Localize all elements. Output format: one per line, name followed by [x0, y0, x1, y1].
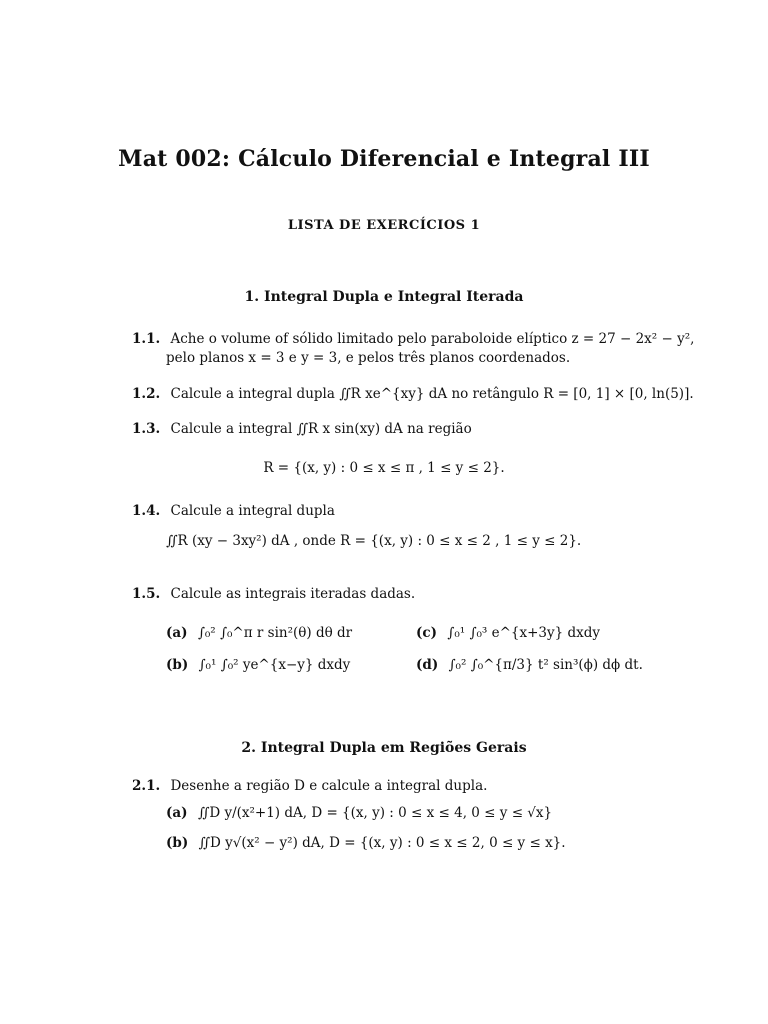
- exercise-text: Calcule a integral ∬R x sin(xy) dA na região: [170, 421, 472, 437]
- item-formula: ∬D y√(x² − y²) dA, D = {(x, y) : 0 ≤ x ≤ 2, 0 ≤ y ≤ x}.: [198, 835, 566, 851]
- item-formula: ∫₀² ∫₀^{π/3} t² sin³(ϕ) dϕ dt.: [448, 657, 643, 673]
- exercise-2-1-b: [166, 835, 566, 851]
- exercise-text: Calcule as integrais iteradas dadas.: [170, 586, 416, 602]
- section-2-heading: 2. Integral Dupla em Regiões Gerais: [241, 740, 527, 756]
- item-label: (b): [166, 657, 189, 673]
- exercise-1-5-d: [416, 657, 643, 673]
- exercise-number: 1.4.: [132, 503, 161, 519]
- item-label: (b): [166, 835, 189, 851]
- item-formula: ∬D y/(x²+1) dA, D = {(x, y) : 0 ≤ x ≤ 4, 0 ≤ y ≤ √x}: [197, 805, 553, 821]
- item-label: (d): [416, 657, 439, 673]
- document-title: Mat 002: Cálculo Diferencial e Integral III: [118, 146, 650, 172]
- exercise-text: Calcule a integral dupla: [170, 503, 335, 519]
- item-label: (a): [166, 805, 188, 821]
- exercise-number: 1.5.: [132, 586, 161, 602]
- exercise-1-1-line2: pelo planos x = 3 e y = 3, e pelos três planos coordenados.: [166, 350, 571, 366]
- exercise-number: 1.1.: [132, 331, 161, 347]
- exercise-number: 1.3.: [132, 421, 161, 437]
- item-formula: ∫₀¹ ∫₀² ye^{x−y} dxdy: [198, 657, 351, 673]
- item-formula: ∫₀² ∫₀^π r sin²(θ) dθ dr: [197, 625, 353, 641]
- exercise-2-1-a: [166, 805, 552, 821]
- exercise-1-2: [132, 385, 694, 404]
- exercise-1-5: [132, 585, 415, 604]
- exercise-1-1: [132, 330, 694, 349]
- exercise-1-4: [132, 502, 335, 521]
- item-label: (a): [166, 625, 188, 641]
- document-subtitle: LISTA DE EXERCÍCIOS 1: [287, 218, 481, 233]
- exercise-1-5-c: [416, 625, 600, 641]
- section-1-heading: 1. Integral Dupla e Integral Iterada: [244, 289, 524, 305]
- exercise-number: 1.2.: [132, 386, 161, 402]
- exercise-text: Desenhe a região D e calcule a integral dupla.: [170, 778, 488, 794]
- exercise-1-3: [132, 420, 472, 439]
- exercise-1-5-b: [166, 657, 350, 673]
- exercise-number: 2.1.: [132, 778, 161, 794]
- item-label: (c): [416, 625, 437, 641]
- exercise-text: Calcule a integral dupla ∬R xe^{xy} dA no retângulo R = [0, 1] × [0, ln(5)].: [170, 386, 694, 402]
- item-formula: ∫₀¹ ∫₀³ e^{x+3y} dxdy: [447, 625, 601, 641]
- exercise-2-1: [132, 777, 487, 796]
- exercise-text: Ache o volume of sólido limitado pelo paraboloide elíptico z = 27 − 2x² − y²,: [170, 331, 695, 347]
- exercise-1-5-a: [166, 625, 352, 641]
- exercise-1-4-formula: ∬R (xy − 3xy²) dA , onde R = {(x, y) : 0 ≤ x ≤ 2 , 1 ≤ y ≤ 2}.: [166, 533, 582, 549]
- exercise-1-3-region: R = {(x, y) : 0 ≤ x ≤ π , 1 ≤ y ≤ 2}.: [263, 460, 505, 476]
